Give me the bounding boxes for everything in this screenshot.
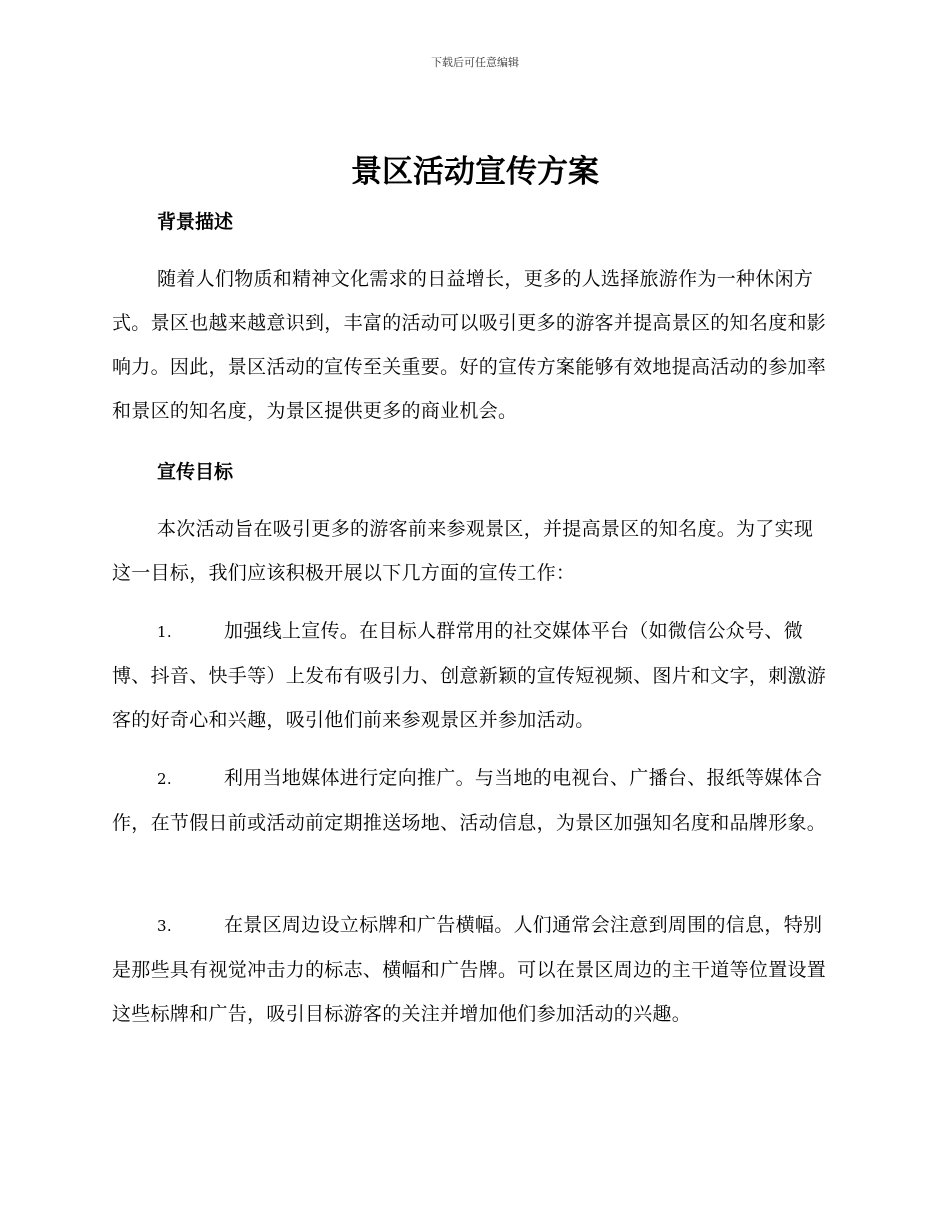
- list-item-text: 加强线上宣传。在目标人群常用的社交媒体平台（如微信公众号、微博、抖音、快手等）上发布有吸引力、创意新颖的宣传短视频、图片和文字，刺激游客的好奇心和兴趣，吸引他们前来参观景区并参加活动。: [112, 620, 827, 731]
- list-item-number: 2.: [157, 770, 172, 788]
- list-item: [112, 756, 832, 845]
- list-item: [112, 609, 832, 742]
- paragraph-goals: 本次活动旨在吸引更多的游客前来参观景区，并提高景区的知名度。为了实现这一目标，我们应该积极开展以下几方面的宣传工作：: [112, 518, 814, 584]
- section-heading-background: 背景描述: [157, 211, 234, 233]
- list-item: [112, 903, 832, 1036]
- list-item-number: 1.: [157, 623, 172, 641]
- section-heading-goals: 宣传目标: [157, 461, 234, 483]
- list-item-text: 利用当地媒体进行定向推广。与当地的电视台、广播台、报纸等媒体合作，在节假日前或活动前定期推送场地、活动信息，为景区加强知名度和品牌形象。: [112, 767, 827, 834]
- header-note: 下载后可任意编辑: [431, 56, 519, 69]
- paragraph-background: 随着人们物质和精神文化需求的日益增长，更多的人选择旅游作为一种休闲方式。景区也越来越意识到，丰富的活动可以吸引更多的游客并提高景区的知名度和影响力。因此，景区活动的宣传至关重要。好的宣传方案能够有效地提高活动的参加率和景区的知名度，为景区提供更多的商业机会。: [112, 268, 827, 422]
- list-item-text: 在景区周边设立标牌和广告横幅。人们通常会注意到周围的信息，特别是那些具有视觉冲击力的标志、横幅和广告牌。可以在景区周边的主干道等位置设置这些标牌和广告，吸引目标游客的关注并增加他们参加活动的兴趣。: [112, 914, 827, 1025]
- document-title: 景区活动宣传方案: [351, 154, 599, 190]
- list-item-number: 3.: [157, 917, 172, 935]
